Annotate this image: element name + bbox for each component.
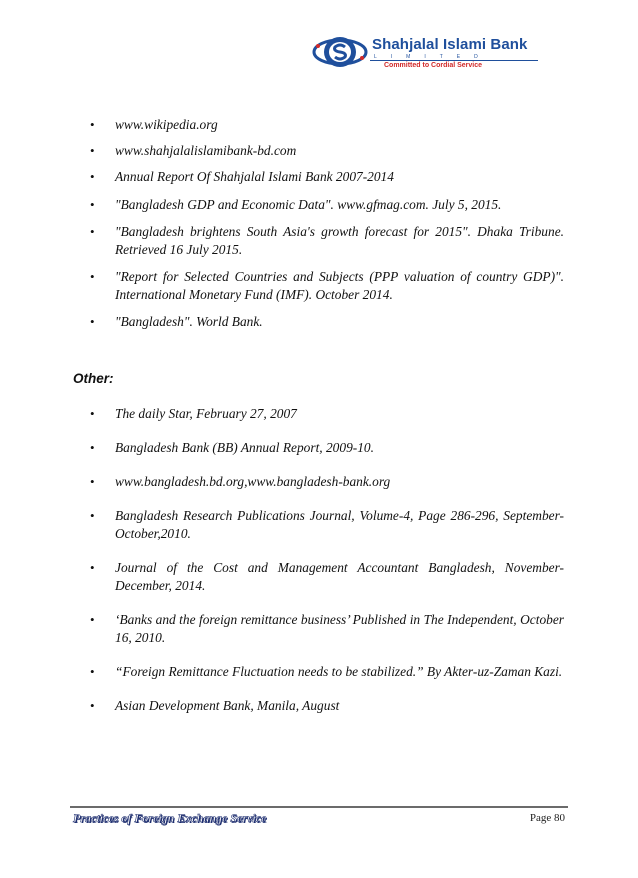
- reference-item: [90, 473, 564, 491]
- reference-text: "Bangladesh". World Bank.: [115, 314, 263, 329]
- reference-text: "Bangladesh GDP and Economic Data". www.gfmag.com. July 5, 2015.: [115, 197, 502, 212]
- reference-item: [90, 268, 564, 304]
- logo-divider: [370, 60, 538, 61]
- bullet-icon: •: [90, 612, 95, 627]
- reference-list: [90, 116, 564, 331]
- reference-text: "Bangladesh brightens South Asia's growth forecast for 2015". Dhaka Tribune. Retrieved 16 July 2015.: [115, 224, 564, 257]
- reference-item: [90, 405, 564, 423]
- reference-text: Bangladesh Research Publications Journal, Volume-4, Page 286-296, September- October,2010.: [115, 508, 564, 541]
- bank-emblem-icon: [312, 32, 368, 72]
- bullet-icon: •: [90, 664, 95, 679]
- bullet-icon: •: [90, 440, 95, 455]
- page-number: Page 80: [529, 812, 565, 824]
- bullet-icon: •: [90, 117, 95, 132]
- reference-text: "Report for Selected Countries and Subjects (PPP valuation of country GDP)". International Monetary Fund (IMF). October 2014.: [115, 269, 564, 302]
- reference-item: [90, 439, 564, 457]
- bank-name: Shahjalal Islami Bank: [372, 36, 528, 53]
- reference-item: [90, 313, 564, 331]
- reference-text: Bangladesh Bank (BB) Annual Report, 2009-10.: [115, 440, 374, 455]
- reference-item: [90, 559, 564, 595]
- reference-text: ‘Banks and the foreign remittance business’ Published in The Independent, October 16, 2010.: [115, 612, 564, 645]
- bullet-icon: •: [90, 169, 95, 184]
- reference-text: Journal of the Cost and Management Accountant Bangladesh, November-December, 2014.: [115, 560, 564, 593]
- bank-logo: [312, 30, 572, 80]
- bullet-icon: •: [90, 314, 95, 329]
- reference-item: [90, 507, 564, 543]
- bullet-icon: •: [90, 269, 95, 284]
- reference-item: [90, 611, 564, 647]
- bullet-icon: •: [90, 224, 95, 239]
- reference-text: The daily Star, February 27, 2007: [115, 406, 297, 421]
- reference-text: www.shahjalalislamibank-bd.com: [115, 143, 297, 158]
- reference-text: Annual Report Of Shahjalal Islami Bank 2007-2014: [115, 169, 394, 184]
- bank-tagline: Committed to Cordial Service: [384, 62, 483, 69]
- section-heading-other: Other:: [73, 371, 114, 386]
- reference-text: “Foreign Remittance Fluctuation needs to be stabilized.” By Akter-uz-Zaman Kazi.: [115, 664, 563, 679]
- bank-limited-label: LIMITED: [374, 54, 492, 60]
- reference-item: [90, 663, 564, 681]
- reference-item: [90, 223, 564, 259]
- reference-text: www.bangladesh.bd.org,www.bangladesh-bank.org: [115, 474, 391, 489]
- bullet-icon: •: [90, 508, 95, 523]
- bullet-icon: •: [90, 560, 95, 575]
- bullet-icon: •: [90, 698, 95, 713]
- bullet-icon: •: [90, 197, 95, 212]
- reference-item: [90, 697, 564, 715]
- reference-item: [90, 142, 564, 160]
- reference-item: [90, 168, 564, 186]
- reference-item: [90, 196, 564, 214]
- other-reference-list: [90, 405, 564, 715]
- bullet-icon: •: [90, 143, 95, 158]
- bullet-icon: •: [90, 406, 95, 421]
- reference-text: www.wikipedia.org: [115, 117, 218, 132]
- footer-title: Practices of Foreign Exchange Service: [73, 811, 267, 825]
- reference-item: [90, 116, 564, 134]
- reference-text: Asian Development Bank, Manila, August: [115, 698, 340, 713]
- footer-divider: [70, 806, 568, 808]
- bullet-icon: •: [90, 474, 95, 489]
